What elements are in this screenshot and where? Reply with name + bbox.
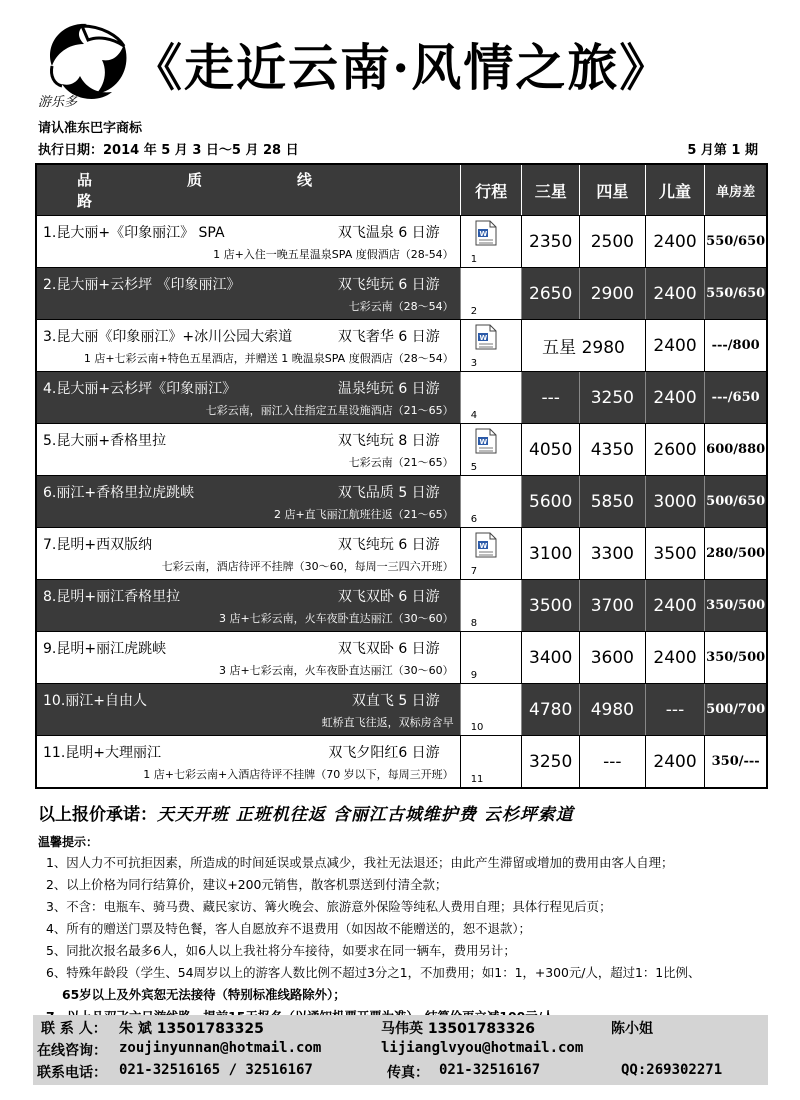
child-price: 2400	[646, 320, 706, 371]
svg-text:游乐多: 游乐多	[38, 95, 78, 110]
itinerary-cell[interactable]	[461, 736, 523, 787]
four-star-price: 3700	[580, 580, 646, 631]
route-type: 双飞奢华 6 日游	[337, 329, 440, 345]
four-star-price: 2900	[580, 268, 646, 319]
child-price: 3500	[646, 528, 706, 579]
header-itinerary: 行程	[461, 165, 523, 215]
single-supplement: 550/650	[705, 268, 766, 319]
itinerary-number: 1	[470, 254, 478, 265]
child-price: 2400	[646, 580, 706, 631]
child-price: 2400	[646, 268, 706, 319]
route-type: 双直飞 5 日游	[351, 693, 440, 709]
route-note: 3 店+七彩云南，火车夜卧直达丽江（30～60）	[218, 612, 454, 625]
contact-person-1: 朱 斌 13501783325	[119, 1021, 264, 1037]
route-note: 七彩云南（21～65）	[348, 456, 454, 469]
route-type: 双飞双卧 6 日游	[337, 589, 440, 605]
route-type: 温泉纯玩 6 日游	[337, 381, 440, 397]
three-star-price: 3400	[522, 632, 580, 683]
email-link-1[interactable]: zoujinyunnan@hotmail.com	[119, 1040, 322, 1056]
route-note: 3 店+七彩云南，火车夜卧直达丽江（30～60）	[218, 664, 454, 677]
route-name: 6.丽江+香格里拉虎跳峡	[43, 485, 195, 501]
three-star-price: 2350	[522, 216, 580, 267]
child-price: 2400	[646, 216, 706, 267]
child-price: 2400	[646, 736, 706, 787]
contact-label: 联 系 人：	[41, 1021, 107, 1037]
phone-number: 021-32516165 / 32516167	[119, 1062, 313, 1078]
page-title: 《走近云南·风情之旅》	[132, 38, 672, 97]
itinerary-number: 7	[470, 566, 478, 577]
table-row	[37, 267, 766, 319]
single-supplement: 600/880	[706, 442, 766, 457]
child-price: ---	[646, 684, 706, 735]
itinerary-cell[interactable]	[461, 528, 523, 579]
word-document-icon[interactable]	[475, 324, 497, 350]
svg-text:W: W	[479, 438, 487, 446]
child-price: 3000	[646, 476, 706, 527]
itinerary-number: 3	[470, 358, 478, 369]
itinerary-number: 11	[470, 774, 484, 785]
four-star-price: 3600	[580, 632, 646, 683]
itinerary-number: 10	[470, 722, 484, 733]
table-row	[37, 423, 766, 475]
header-route: 品 质 线 路	[37, 165, 461, 215]
contact-person-3: 陈小姐	[611, 1021, 653, 1037]
itinerary-number: 4	[470, 410, 478, 421]
single-supplement: 350/---	[711, 754, 760, 769]
tip-item: 65岁以上及外宾恕无法接待（特别标准线路除外）；	[62, 987, 346, 1002]
itinerary-cell[interactable]	[461, 684, 523, 735]
route-note: 1 店+入住一晚五星温泉SPA 度假酒店（28-54）	[213, 248, 454, 261]
route-cell	[37, 216, 461, 267]
single-supplement: 350/500	[706, 650, 766, 665]
validity-dates: 执行日期：2014 年 5 月 3 日～5 月 28 日	[38, 143, 299, 158]
svg-text:W: W	[479, 542, 487, 550]
trademark-notice: 请认准东巴字商标	[38, 121, 143, 136]
email-link-2[interactable]: lijianglvyou@hotmail.com	[381, 1040, 584, 1056]
header-single-supplement: 单房差	[716, 184, 756, 200]
itinerary-cell[interactable]	[461, 424, 523, 475]
route-note: 1 店+七彩云南+特色五星酒店，并赠送 1 晚温泉SPA 度假酒店（28～54）	[83, 352, 454, 365]
three-star-price: 3100	[522, 528, 580, 579]
route-name: 2.昆大丽+云杉坪 《印象丽江》	[43, 277, 241, 293]
route-name: 10.丽江+自由人	[43, 693, 147, 709]
svg-text:W: W	[479, 334, 487, 342]
route-note: 2 店+直飞丽江航班往返（21～65）	[273, 508, 454, 521]
table-row	[37, 631, 766, 683]
tip-item: 6、特殊年龄段（学生、54周岁以上的游客人数比例不超过3分之1，不加费用；如1：1，+300元/人，超过1：1比例、	[46, 965, 701, 980]
route-name: 7.昆明+西双版纳	[43, 537, 153, 553]
itinerary-cell[interactable]	[461, 268, 523, 319]
phone-label: 联系电话：	[37, 1065, 107, 1081]
itinerary-number: 9	[470, 670, 478, 681]
tip-item: 2、以上价格为同行结算价，建议+200元销售，散客机票送到付清全款；	[46, 877, 448, 892]
tip-item: 5、同批次报名最多6人，如6人以上我社将分车接待，如要求在同一辆车，费用另计；	[46, 943, 516, 958]
table-row	[37, 371, 766, 423]
route-type: 双飞双卧 6 日游	[337, 641, 440, 657]
three-star-price: 3500	[522, 580, 580, 631]
header-four-star: 四星	[580, 165, 646, 215]
route-cell	[37, 476, 461, 527]
merged-price: 五星 2980	[522, 320, 645, 371]
child-price: 2600	[646, 424, 706, 475]
route-name: 8.昆明+丽江香格里拉	[43, 589, 181, 605]
itinerary-number: 2	[470, 306, 478, 317]
contact-box	[33, 1015, 768, 1085]
itinerary-cell[interactable]	[461, 372, 523, 423]
three-star-price: ---	[522, 372, 580, 423]
table-row	[37, 475, 766, 527]
svg-text:W: W	[479, 230, 487, 238]
tips-heading: 温馨提示：	[38, 835, 99, 849]
route-name: 5.昆大丽+香格里拉	[43, 433, 167, 449]
route-note: 七彩云南，丽江入住指定五星设施酒店（21～65）	[205, 404, 454, 417]
route-name: 3.昆大丽《印象丽江》+冰川公园大索道	[43, 329, 293, 345]
three-star-price: 4780	[522, 684, 580, 735]
single-supplement: ---/650	[705, 372, 766, 423]
route-cell	[37, 580, 461, 631]
itinerary-cell[interactable]	[461, 216, 523, 267]
route-type: 双飞品质 5 日游	[337, 485, 440, 501]
single-supplement: 350/500	[705, 580, 766, 631]
single-supplement: 550/650	[706, 234, 766, 249]
fax-label: 传真：	[387, 1065, 429, 1081]
itinerary-number: 6	[470, 514, 478, 525]
table-header	[37, 165, 766, 215]
route-name: 9.昆明+丽江虎跳峡	[43, 641, 167, 657]
three-star-price: 4050	[522, 424, 580, 475]
table-row	[37, 215, 766, 267]
itinerary-number: 5	[470, 462, 478, 473]
route-note: 七彩云南，酒店待评不挂牌（30～60，每周一三四六开班）	[161, 560, 454, 573]
company-logo	[32, 14, 142, 110]
route-cell	[37, 268, 461, 319]
word-document-icon[interactable]	[475, 532, 497, 558]
itinerary-number: 8	[470, 618, 478, 629]
itinerary-cell[interactable]	[461, 476, 523, 527]
contact-person-2: 马伟英 13501783326	[381, 1021, 536, 1037]
table-row	[37, 319, 766, 371]
four-star-price: 3250	[580, 372, 646, 423]
four-star-price: 5850	[580, 476, 646, 527]
route-cell	[37, 736, 461, 787]
table-row	[37, 735, 766, 787]
child-price: 2400	[646, 372, 706, 423]
route-type: 双飞纯玩 6 日游	[337, 537, 440, 553]
single-supplement: ---/800	[711, 338, 760, 353]
table-row	[37, 527, 766, 579]
route-type: 双飞夕阳红6 日游	[328, 745, 440, 761]
issue-number: 5 月第 1 期	[687, 143, 758, 158]
price-table	[35, 163, 768, 789]
route-cell	[37, 528, 461, 579]
route-cell	[37, 632, 461, 683]
route-cell	[37, 424, 461, 475]
tip-item: 4、所有的赠送门票及特色餐，客人自愿放弃不退费用（如因故不能赠送的，恕不退款）；	[46, 921, 531, 936]
three-star-price: 2650	[522, 268, 580, 319]
online-label: 在线咨询：	[37, 1043, 107, 1059]
qq-number: QQ:269302271	[621, 1062, 723, 1078]
word-document-icon[interactable]	[475, 428, 497, 454]
promise-text: 天天开班 正班机往返 含丽江古城维护费 云杉坪索道	[157, 805, 574, 825]
word-document-icon[interactable]	[475, 220, 497, 246]
four-star-price: 4980	[580, 684, 646, 735]
four-star-price: 3300	[580, 528, 646, 579]
four-star-price: 4350	[580, 424, 646, 475]
promise-label: 以上报价承诺：	[38, 805, 157, 825]
route-type: 双飞纯玩 6 日游	[337, 277, 440, 293]
single-supplement: 280/500	[706, 546, 766, 561]
table-row	[37, 683, 766, 735]
route-type: 双飞纯玩 8 日游	[337, 433, 440, 449]
tip-item: 3、不含：电瓶车、骑马费、藏民家访、篝火晚会、旅游意外保险等纯私人费用自理；具体行程见后页；	[46, 899, 612, 914]
fax-number: 021-32516167	[439, 1062, 541, 1078]
tip-item: 1、因人力不可抗拒因素，所造成的时间延误或景点减少，我社无法退还；由此产生滞留或增加的费用由客人自理；	[46, 855, 674, 870]
single-supplement: 500/700	[705, 684, 766, 735]
route-type: 双飞温泉 6 日游	[337, 225, 440, 241]
single-supplement: 500/650	[705, 476, 766, 527]
three-star-price: 5600	[522, 476, 580, 527]
table-row	[37, 579, 766, 631]
price-promise	[38, 800, 574, 825]
itinerary-cell[interactable]	[461, 632, 523, 683]
route-note: 1 店+七彩云南+入酒店待评不挂牌（70 岁以下，每周三开班）	[143, 768, 454, 781]
four-star-price: ---	[580, 736, 646, 787]
route-note: 七彩云南（28～54）	[348, 300, 454, 313]
route-cell	[37, 320, 461, 371]
child-price: 2400	[646, 632, 706, 683]
header-child: 儿童	[646, 165, 706, 215]
three-star-price: 3250	[522, 736, 580, 787]
route-name: 1.昆大丽+《印象丽江》 SPA	[43, 225, 225, 241]
route-note: 虹桥直飞往返，双标房含早	[321, 716, 454, 729]
route-cell	[37, 684, 461, 735]
itinerary-cell[interactable]	[461, 320, 523, 371]
header-three-star: 三星	[522, 165, 580, 215]
route-name: 4.昆大丽+云杉坪《印象丽江》	[43, 381, 237, 397]
four-star-price: 2500	[580, 216, 646, 267]
itinerary-cell[interactable]	[461, 580, 523, 631]
route-cell	[37, 372, 461, 423]
tips-list	[46, 852, 766, 1028]
route-name: 11.昆明+大理丽江	[43, 745, 161, 761]
